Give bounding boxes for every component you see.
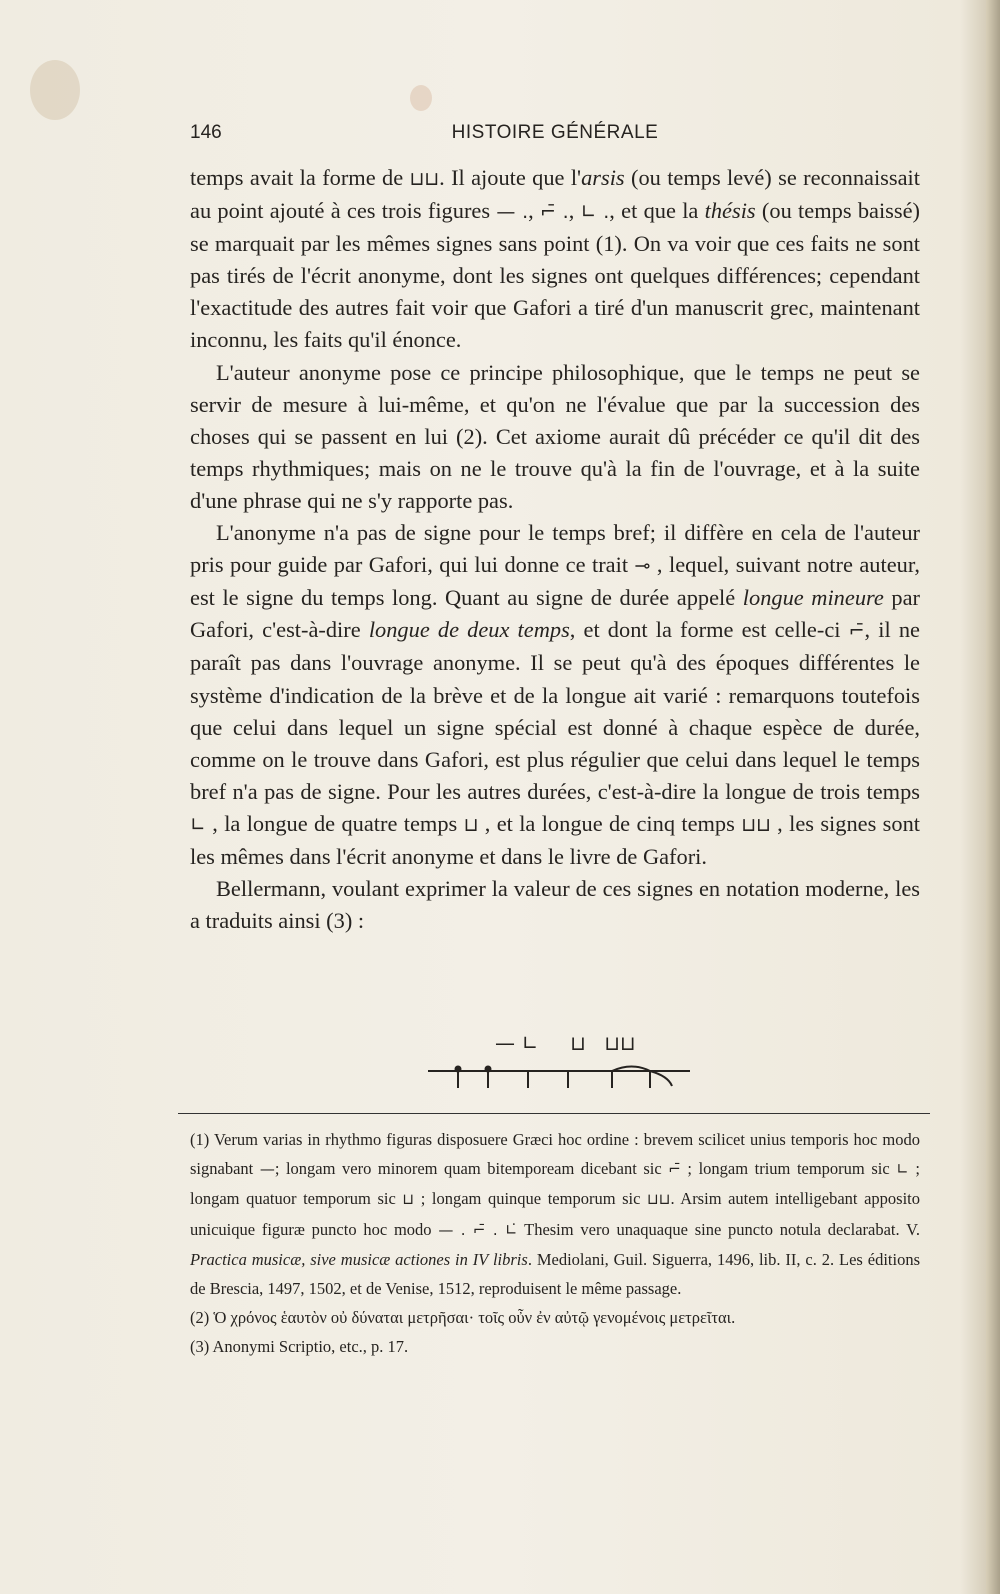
- rhythm-sign: ⊸: [634, 555, 651, 578]
- page-edge: [986, 0, 1000, 1594]
- paragraph-1: temps avait la forme de ⊔⊔. Il ajoute que l'arsis (ou temps levé) se reconnaissait au point ajouté à ces trois figures — ., ⌐̄ ., ∟ ., et que la thésis (ou temps baissé) se marquait par les mêmes signes sans point (1). On va voir que ces faits ne sont pas tirés de l'écrit anonyme, dont les signes ont quelques différences; cependant l'exactitude des autres fait voir que Gafori a tiré d'un manuscrit grec, maintenant inconnu, les faits qu'il énonce.: [190, 165, 921, 353]
- footnote-rule: [178, 1113, 930, 1114]
- term-longue-deux-temps: longue de deux temps: [368, 617, 570, 643]
- rhythm-sign: — .: [496, 201, 529, 224]
- rhythm-sign: ⌐̄: [848, 620, 865, 643]
- term-thesis: thésis: [704, 198, 756, 224]
- term-longue-mineure: longue mineure: [742, 585, 884, 611]
- rhythm-sign: ⊔: [402, 1190, 415, 1209]
- paragraph-2: L'auteur anonyme pose ce principe philosophique, que le temps ne peut se servir de mesure à lui-même, et qu'on ne l'évalue que par la succession des choses qui se passent en lui (2). Cet axiome aurait dû précéder ce qu'il dit des temps rhythmiques; mais on ne le trouve qu'à la fin de l'ouvrage, et à la suite d'une phrase qui ne s'y rapporte pas.: [190, 359, 920, 513]
- notation-svg: [400, 1030, 710, 1090]
- rhythm-sign: ⊔⊔: [741, 813, 771, 836]
- paper-stain: [410, 85, 432, 111]
- footnotes: [190, 1125, 920, 1362]
- page-number: 146: [190, 122, 222, 143]
- rhythm-sign: — . ⌐̄ . ∟̇: [438, 1220, 518, 1239]
- sign-three: ∟: [521, 1031, 539, 1055]
- sign-five: ⊔⊔: [604, 1031, 636, 1055]
- paragraph-4: Bellermann, voulant exprimer la valeur de ces signes en notation moderne, les a traduits ainsi (3) :: [190, 876, 920, 934]
- modern-note-values: [428, 1067, 690, 1089]
- paragraph-3: L'anonyme n'a pas de signe pour le temps bref; il diffère en cela de l'auteur pris pour guide par Gafori, qui lui donne ce trait ⊸ , lequel, suivant notre auteur, est le signe du temps long. Quant au signe de durée appelé longue mineure par Gafori, c'est-à-dire longue de deux temps, et dont la forme est celle-ci ⌐̄, il ne paraît pas dans l'ouvrage anonyme. Il se peut qu'à des époques différentes le système d'indication de la brève et de la longue ait varié : remarquons toutefois que celui dans lequel un signe spécial est donné à chaque espèce de durée, comme on le trouve dans Gafori, est plus régulier que celui dans lequel le temps bref n'a pas de signe. Pour les autres durées, c'est-à-dire la longue de trois temps ∟ , la longue de quatre temps ⊔ , et la longue de cinq temps ⊔⊔ , les signes sont les mêmes dans l'écrit anonyme et dans le livre de Gafori.: [190, 520, 921, 869]
- sign-short: —: [495, 1031, 515, 1055]
- rhythm-sign: ⌐̄: [668, 1160, 681, 1179]
- main-text: [190, 162, 920, 937]
- footnote-2: (2) Ὁ χρόνος ἑαυτὸν οὐ δύναται μετρῆσαι· τοῖς οὖν ἐν αὐτῷ γενομένοις μετρεῖται.: [190, 1308, 736, 1328]
- citation-title: Practica musicæ, sive musicæ actiones in IV libris: [190, 1249, 528, 1269]
- footnote-1: (1) Verum varias in rhythmo figuras disposuere Græci hoc ordine : brevem scilicet unius temporis hoc modo signabant —; longam vero minorem quam bitempoream dicebant sic ⌐̄ ; longam trium temporum sic ∟ ; longam quatuor temporum sic ⊔ ; longam quinque temporum sic ⊔⊔. Arsim autem intelligebant apposito unicuique figuræ puncto hoc modo — . ⌐̄ . ∟̇ Thesim vero unaquaque sine puncto notula declarabat. V. Practica musicæ, sive musicæ actiones in IV libris. Mediolani, Guil. Siguerra, 1496, lib. II, c. 2. Les éditions de Brescia, 1497, 1502, et de Venise, 1512, reproduisent le même passage.: [190, 1130, 921, 1299]
- rhythm-sign: ⊔: [463, 813, 479, 836]
- rhythm-sign: ∟: [896, 1160, 909, 1179]
- paper-stain: [30, 60, 80, 120]
- running-title: HISTOIRE GÉNÉRALE: [451, 122, 659, 143]
- sign-four: ⊔: [570, 1031, 586, 1055]
- rhythm-sign: ⊔⊔: [647, 1190, 671, 1209]
- rhythm-sign: —: [259, 1160, 275, 1179]
- rhythm-sign: ⌐̄ .: [540, 201, 569, 224]
- rhythm-sign: ∟ .: [580, 201, 610, 224]
- rhythm-sign: ⊔⊔: [409, 168, 440, 190]
- term-arsis: arsis: [581, 165, 625, 190]
- modern-notation-figure: [400, 1030, 710, 1090]
- rhythm-sign: ∟: [190, 813, 206, 836]
- footnote-3: (3) Anonymi Scriptio, etc., p. 17.: [190, 1337, 409, 1357]
- running-header: [190, 122, 920, 152]
